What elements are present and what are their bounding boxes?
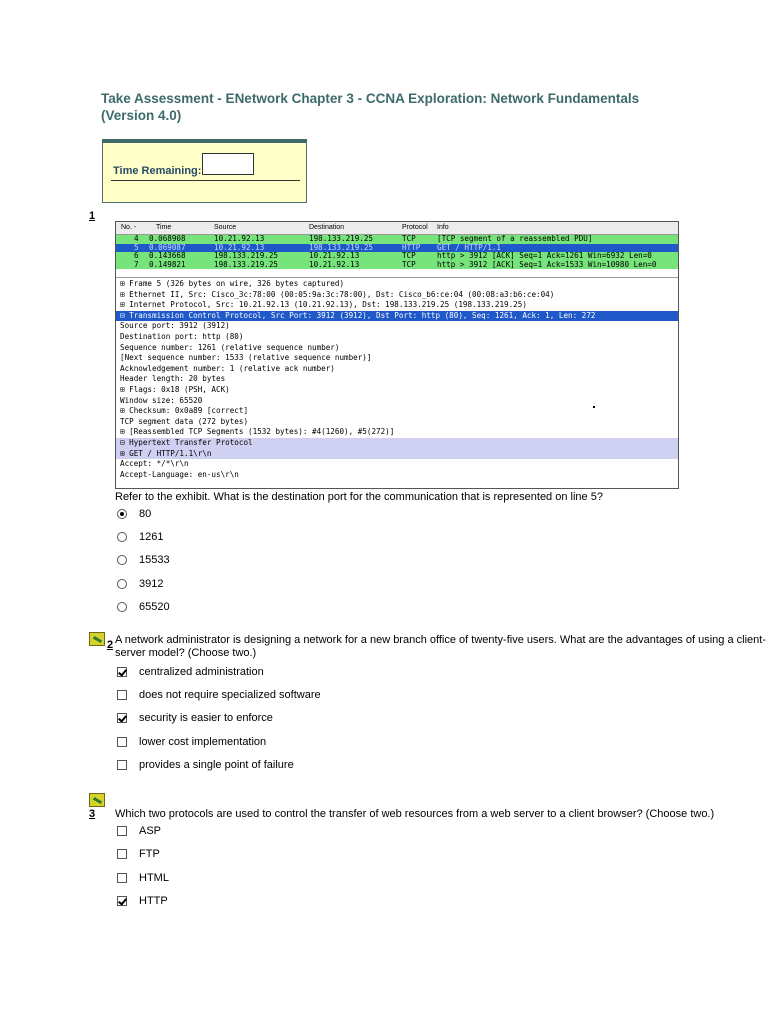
- option-label: 1261: [139, 531, 164, 543]
- question-2-line-1: A network administrator is designing a network for a new branch office of twenty-five users. What are the advantages of using a client-: [115, 634, 766, 646]
- packet-cell-protocol: TCP: [402, 234, 416, 243]
- packet-details-tree: [116, 278, 678, 480]
- packet-cell-destination: 198.133.219.25: [309, 234, 374, 243]
- packet-cell-source: 10.21.92.13: [214, 242, 265, 252]
- packet-list-header: [116, 222, 678, 235]
- detail-tree-line[interactable]: ⊞ Flags: 0x18 (PSH, ACK): [120, 384, 230, 394]
- packet-cell-protocol: TCP: [402, 259, 416, 269]
- column-no: No. -: [121, 224, 137, 231]
- packet-cell-destination: 198.133.219.25: [309, 242, 374, 252]
- column-time: Time: [156, 224, 172, 231]
- detail-tree-line[interactable]: ⊞ Internet Protocol, Src: 10.21.92.13 (10.21.92.13), Dst: 198.133.219.25 (198.133.219.25): [120, 300, 527, 310]
- option-label: 80: [139, 508, 152, 520]
- question-1-text: [115, 491, 603, 504]
- checkbox-checked[interactable]: [117, 713, 127, 723]
- detail-tree-line[interactable]: Acknowledgement number: 1 (relative ack number): [120, 363, 335, 373]
- checkbox[interactable]: [117, 849, 127, 859]
- option-label: ASP: [139, 825, 162, 837]
- cursor-dot: [593, 406, 595, 408]
- option-label: 3912: [139, 578, 164, 590]
- timer-field: [202, 153, 254, 175]
- question-3-line-1: Which two protocols are used to control the transfer of web resources from a web server to a client browser? (Choose two.): [115, 808, 715, 820]
- packet-cell-info: GET / HTTP/1.1: [437, 242, 502, 252]
- detail-tree-line[interactable]: ⊞ Frame 5 (326 bytes on wire, 326 bytes captured): [120, 279, 345, 288]
- detail-tree-line[interactable]: ⊞ Ethernet II, Src: Cisco_3c:78:00 (00:05:9a:3c:78:00), Dst: Cisco_b6:ce:04 (00:08:a3:b6:ce:04): [120, 289, 555, 299]
- checkbox[interactable]: [117, 737, 127, 747]
- radio-button[interactable]: [117, 555, 127, 565]
- packet-cell-protocol: HTTP: [402, 242, 421, 252]
- timer-divider: [111, 180, 300, 181]
- column-destination: Destination: [309, 224, 345, 231]
- detail-tree-line[interactable]: ⊞ GET / HTTP/1.1\r\n: [116, 449, 678, 460]
- packet-list: [116, 235, 678, 269]
- exhibit-packet-capture: [115, 221, 679, 489]
- question-2-text: [115, 634, 766, 659]
- checkbox[interactable]: [117, 760, 127, 770]
- detail-tree-line[interactable]: Accept-Language: en-us\r\n: [120, 469, 239, 479]
- pencil-icon: [89, 793, 105, 807]
- radio-button[interactable]: [117, 602, 127, 612]
- packet-cell-destination: 10.21.92.13: [309, 259, 360, 269]
- checkbox-checked[interactable]: [117, 896, 127, 906]
- detail-tree-line[interactable]: ⊟ Transmission Control Protocol, Src Port: 3912 (3912), Dst Port: http (80), Seq: 1261, Ack: 1, Len: 272: [116, 311, 678, 322]
- packet-cell-time: 0.068908: [149, 234, 186, 243]
- packet-cell-time: 0.143668: [149, 251, 186, 260]
- option-label: does not require specialized software: [139, 689, 321, 701]
- packet-cell-time: 0.149821: [149, 259, 186, 269]
- packet-cell-destination: 10.21.92.13: [309, 251, 360, 260]
- pencil-icon: [89, 632, 105, 646]
- timer-label: Time Remaining:: [113, 165, 202, 177]
- radio-button[interactable]: [117, 579, 127, 589]
- detail-tree-line[interactable]: ⊟ Hypertext Transfer Protocol: [116, 438, 678, 449]
- detail-tree-line[interactable]: ⊞ [Reassembled TCP Segments (1532 bytes): #4(1260), #5(272)]: [120, 427, 395, 437]
- page-title: Take Assessment - ENetwork Chapter 3 - CCNA Exploration: Network Fundamentals (Version 4.0): [101, 91, 640, 123]
- detail-tree-line[interactable]: ⊞ Checksum: 0x0a89 [correct]: [120, 406, 249, 416]
- detail-tree-line[interactable]: Window size: 65520: [120, 395, 203, 405]
- radio-button-checked[interactable]: [117, 509, 127, 519]
- detail-tree-line[interactable]: Header length: 20 bytes: [120, 374, 226, 384]
- packet-cell-info: http > 3912 [ACK] Seq=1 Ack=1533 Win=10980 Len=0: [437, 259, 657, 269]
- packet-cell-info: http > 3912 [ACK] Seq=1 Ack=1261 Win=6932 Len=0: [437, 251, 652, 260]
- packet-row[interactable]: [116, 235, 678, 244]
- packet-cell-info: [TCP segment of a reassembled PDU]: [437, 234, 593, 243]
- packet-row[interactable]: [116, 261, 678, 270]
- column-info: Info: [437, 224, 449, 231]
- option-label: HTTP: [139, 895, 168, 907]
- radio-button[interactable]: [117, 532, 127, 542]
- option-label: 15533: [139, 554, 170, 566]
- packet-cell-source: 198.133.219.25: [214, 259, 279, 269]
- question-number-2: 2: [107, 639, 114, 651]
- detail-tree-line[interactable]: Accept: */*\r\n: [120, 459, 189, 469]
- checkbox[interactable]: [117, 873, 127, 883]
- pane-divider: [116, 269, 678, 278]
- question-3-text: [115, 808, 714, 821]
- option-label: lower cost implementation: [139, 736, 267, 748]
- question-number-1: 1: [89, 210, 96, 222]
- checkbox[interactable]: [117, 690, 127, 700]
- packet-cell-source: 10.21.92.13: [214, 234, 265, 243]
- column-protocol: Protocol: [402, 224, 428, 231]
- packet-cell-source: 198.133.219.25: [214, 251, 279, 260]
- checkbox-checked[interactable]: [117, 667, 127, 677]
- option-label: provides a single point of failure: [139, 759, 294, 771]
- detail-tree-line[interactable]: Destination port: http (80): [120, 331, 244, 341]
- column-source: Source: [214, 224, 237, 231]
- detail-tree-line[interactable]: Sequence number: 1261 (relative sequence number): [120, 342, 340, 352]
- detail-tree-line[interactable]: Source port: 3912 (3912): [120, 321, 230, 331]
- question-1-line-1: Refer to the exhibit. What is the destination port for the communication that is represented on line 5?: [115, 491, 603, 503]
- option-label: HTML: [139, 872, 169, 884]
- packet-cell-protocol: TCP: [402, 251, 416, 260]
- detail-tree-line[interactable]: TCP segment data (272 bytes): [120, 416, 249, 426]
- packet-cell-no: 4: [134, 234, 139, 243]
- detail-tree-line[interactable]: [Next sequence number: 1533 (relative sequence number)]: [120, 353, 372, 363]
- packet-cell-no: 5: [134, 242, 139, 252]
- question-2-line-2: server model? (Choose two.): [115, 646, 257, 659]
- option-label: centralized administration: [139, 666, 264, 678]
- timer-panel: [102, 139, 307, 203]
- question-number-3: 3: [89, 808, 96, 820]
- packet-cell-time: 0.069087: [149, 242, 186, 252]
- packet-cell-no: 7: [134, 259, 139, 269]
- option-label: FTP: [139, 848, 160, 860]
- checkbox[interactable]: [117, 826, 127, 836]
- option-label: 65520: [139, 601, 170, 613]
- packet-cell-no: 6: [134, 251, 139, 260]
- option-label: security is easier to enforce: [139, 712, 273, 724]
